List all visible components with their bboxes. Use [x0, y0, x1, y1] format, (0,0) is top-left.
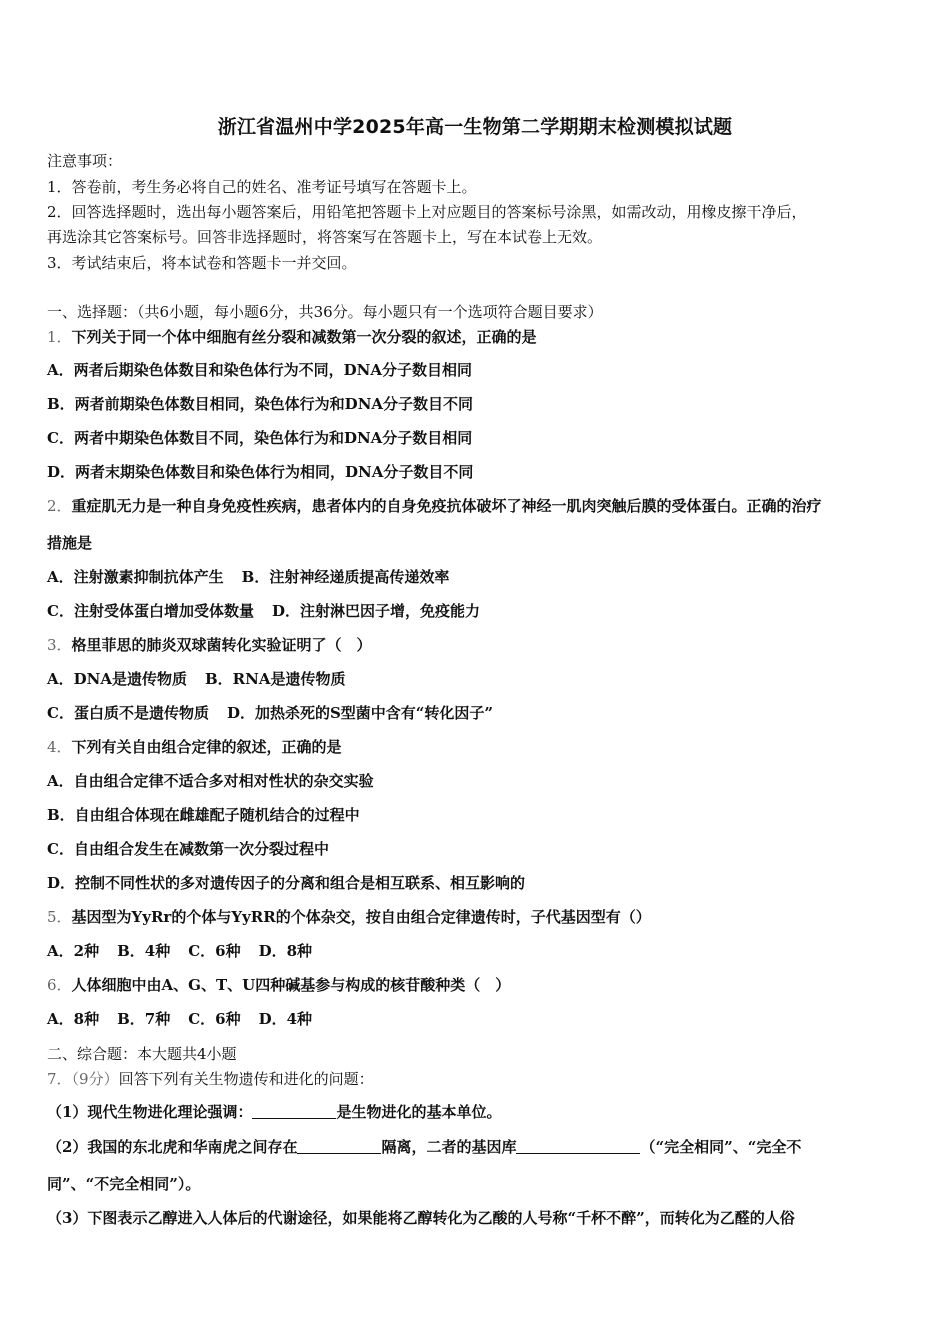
option-b: B．RNA是遗传物质: [205, 670, 346, 688]
question-5-stem: 5．基因型为YyRr的个体与YyRR的个体杂交，按自由组合定律遗传时，子代基因型有（）: [47, 908, 651, 926]
notes-heading: 注意事项：: [47, 152, 123, 170]
options-row: [47, 670, 346, 688]
option-d: D．控制不同性状的多对遗传因子的分离和组合是相互联系、相互影响的: [47, 874, 526, 892]
options-row: [47, 602, 480, 620]
sub-question-2: （2）我国的东北虎和华南虎之间存在 隔离，二者的基因库 （“完全相同”、“完全不: [47, 1138, 802, 1156]
sub-question-3: （3）下图表示乙醇进入人体后的代谢途径，如果能将乙醇转化为乙酸的人号称“千杯不醉”，而转化为乙醛的人俗: [47, 1209, 795, 1227]
question-4-stem: 4．下列有关自由组合定律的叙述，正确的是: [47, 738, 342, 756]
answer-blank[interactable]: [252, 1104, 336, 1119]
notes-item: 再选涂其它答案标号。回答非选择题时，将答案写在答题卡上，写在本试卷上无效。: [47, 228, 603, 246]
option-d: D．加热杀死的S型菌中含有“转化因子”: [226, 704, 494, 722]
options-row: [47, 568, 449, 586]
option-b: B．两者前期染色体数目相同，染色体行为和DNA分子数目不同: [47, 395, 474, 413]
options-row: [47, 942, 312, 960]
notes-item: 3．考试结束后，将本试卷和答题卡一并交回。: [47, 254, 357, 272]
option-b: B．注射神经递质提高传递效率: [241, 568, 450, 586]
option-a: A．8种: [47, 1010, 100, 1028]
question-7-stem: 7．（9分）回答下列有关生物遗传和进化的问题：: [47, 1070, 374, 1088]
option-d: D．两者末期染色体数目和染色体行为相同，DNA分子数目不同: [47, 463, 474, 481]
option-b: B．自由组合体现在雌雄配子随机结合的过程中: [47, 806, 360, 824]
option-a: A．注射激素抑制抗体产生: [47, 568, 224, 586]
question-number: 2．: [47, 497, 72, 515]
option-c: C．6种: [188, 1010, 241, 1028]
option-c: C．蛋白质不是遗传物质: [47, 704, 209, 722]
question-2-stem: 2．重症肌无力是一种自身免疫性疾病，患者体内的自身免疫抗体破坏了神经一肌肉突触后膜的受体蛋白。正确的治疗: [47, 497, 822, 515]
question-number: 4．: [47, 738, 72, 756]
page-title: 浙江省温州中学2025年高一生物第二学期期末检测模拟试题: [217, 116, 733, 138]
option-a: A．两者后期染色体数目和染色体行为不同，DNA分子数目相同: [47, 361, 472, 379]
option-c: C．自由组合发生在减数第一次分裂过程中: [47, 840, 329, 858]
option-b: B．7种: [117, 1010, 171, 1028]
question-3-stem: 3．格里菲思的肺炎双球菌转化实验证明了（ ）: [47, 636, 372, 654]
sub-question-2-cont: 同”、“不完全相同”）。: [47, 1175, 201, 1193]
question-points: （9分）: [71, 1070, 119, 1088]
question-6-stem: 6．人体细胞中由A、G、T、U四种碱基参与构成的核苷酸种类（ ）: [47, 976, 511, 994]
notes-item: 1．答卷前，考生务必将自己的姓名、准考证号填写在答题卡上。: [47, 178, 477, 196]
option-b: B．4种: [117, 942, 171, 960]
option-c: C．6种: [188, 942, 241, 960]
question-number: 5．: [47, 908, 72, 926]
option-c: C．注射受体蛋白增加受体数量: [47, 602, 254, 620]
option-d: D．8种: [258, 942, 313, 960]
option-a: A．自由组合定律不适合多对相对性状的杂交实验: [47, 772, 374, 790]
notes-item: 2．回答选择题时，选出每小题答案后，用铅笔把答题卡上对应题目的答案标号涂黑，如需改动，用橡皮擦干净后，: [47, 203, 807, 221]
options-row: [47, 1010, 312, 1028]
question-number: 3．: [47, 636, 72, 654]
option-d: D．4种: [258, 1010, 313, 1028]
option-d: D．注射淋巴因子增，免疫能力: [271, 602, 480, 620]
section-heading: 二、综合题：本大题共4小题: [47, 1045, 237, 1063]
option-a: A．DNA是遗传物质: [47, 670, 187, 688]
question-2-stem-cont: 措施是: [47, 534, 93, 552]
answer-blank[interactable]: [516, 1139, 640, 1154]
question-number: 7．: [47, 1070, 72, 1088]
question-1-stem: 1．下列关于同一个体中细胞有丝分裂和减数第一次分裂的叙述，正确的是: [47, 328, 537, 346]
question-number: 1．: [47, 328, 72, 346]
option-c: C．两者中期染色体数目不同，染色体行为和DNA分子数目相同: [47, 429, 473, 447]
answer-blank[interactable]: [297, 1139, 381, 1154]
question-number: 6．: [47, 976, 72, 994]
option-a: A．2种: [47, 942, 100, 960]
section-heading: 一、选择题：（共6小题，每小题6分，共36分。每小题只有一个选项符合题目要求）: [47, 303, 603, 321]
options-row: [47, 704, 493, 722]
sub-question-1: （1）现代生物进化理论强调： 是生物进化的基本单位。: [47, 1103, 502, 1121]
